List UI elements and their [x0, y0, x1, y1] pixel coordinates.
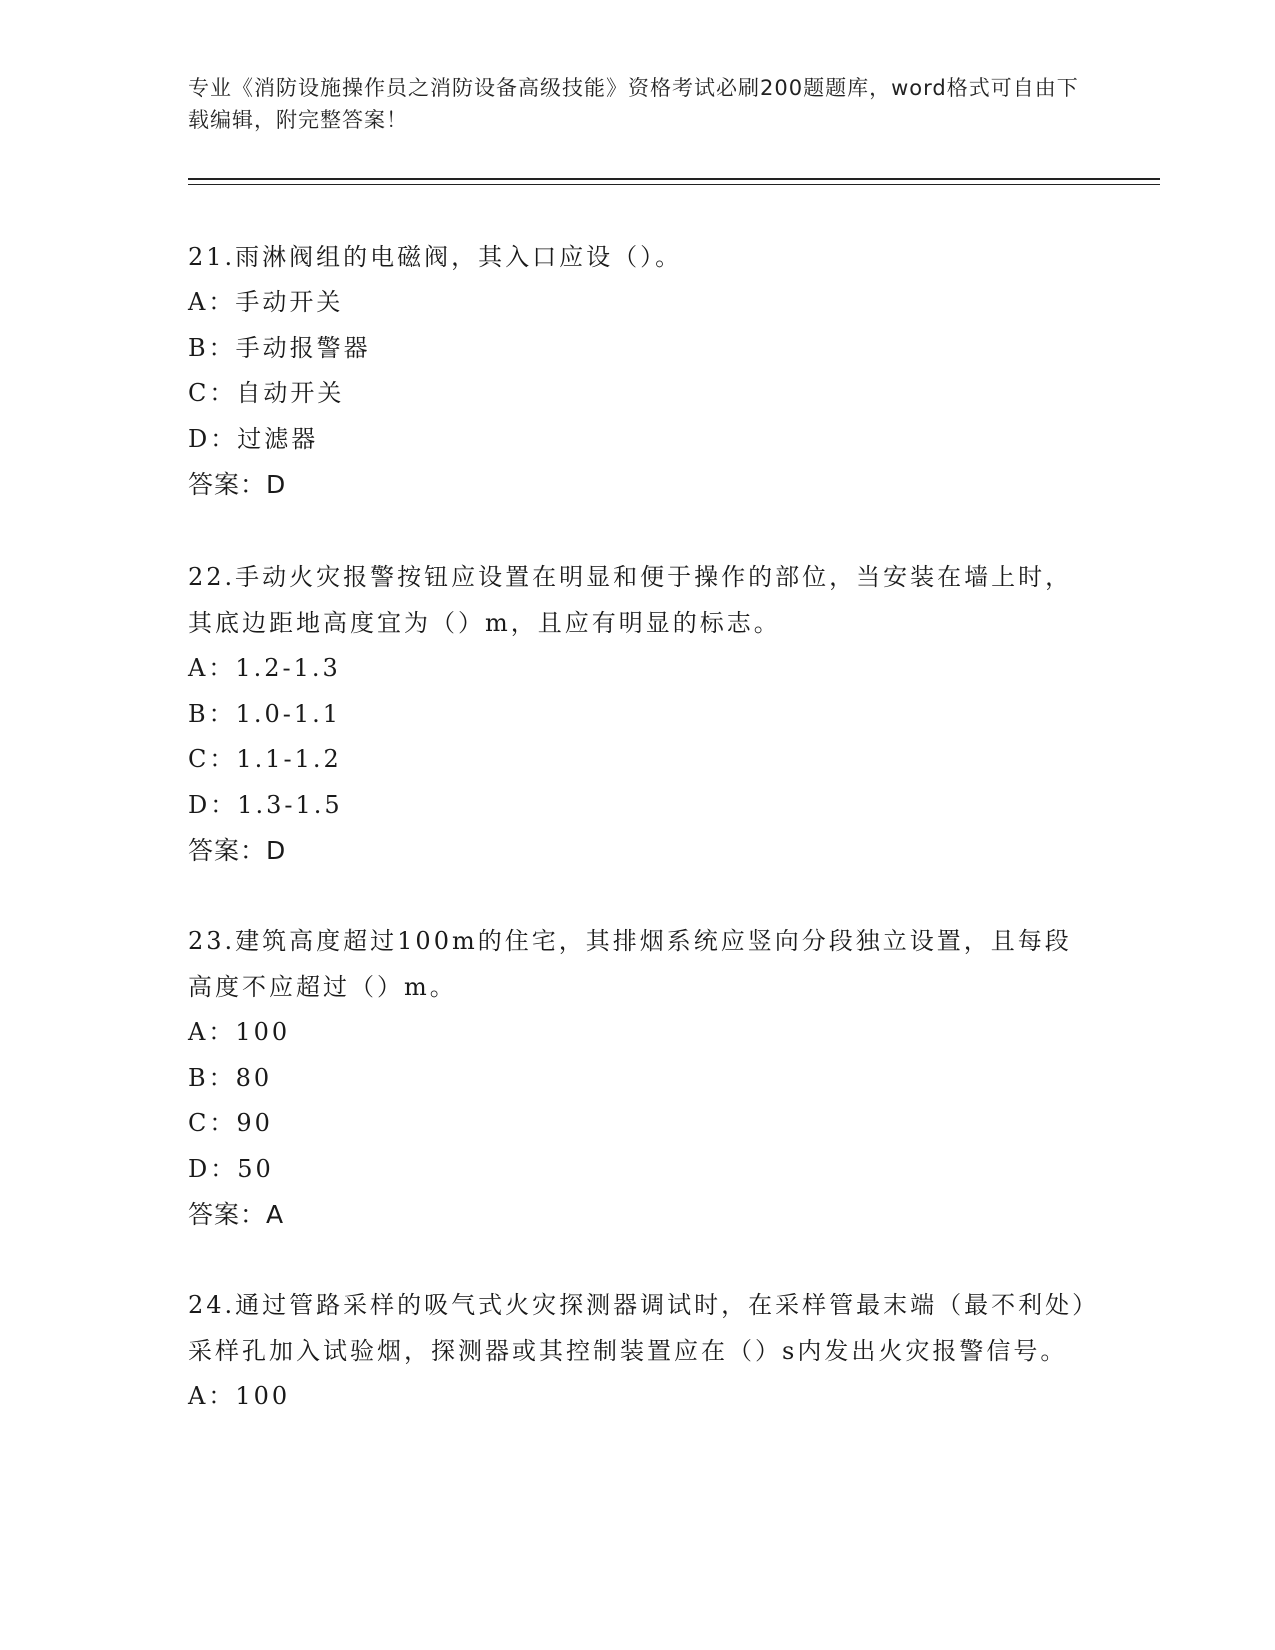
question-21 — [188, 234, 1088, 508]
option-c: C：自动开关 — [188, 379, 345, 407]
option-d: D：50 — [188, 1154, 274, 1183]
option-c: C：1.1-1.2 — [188, 745, 342, 773]
question-stem: 21.雨淋阀组的电磁阀，其入口应设（）。 — [188, 243, 683, 271]
header-divider-thin — [188, 184, 1160, 185]
option-b: B：80 — [188, 1063, 273, 1092]
question-22 — [188, 554, 1088, 874]
option-d: D：过滤器 — [188, 424, 319, 453]
question-stem: 24.通过管路采样的吸气式火灾探测器调试时，在采样管最末端（最不利处）采样孔加入试验烟，探测器或其控制装置应在（）s内发出火灾报警信号。 — [188, 1291, 1088, 1365]
option-c: C：90 — [188, 1109, 273, 1137]
answer-label: 答案：D — [188, 470, 287, 499]
option-a: A：100 — [188, 1382, 291, 1410]
answer-label: 答案：D — [188, 836, 287, 865]
option-d: D：1.3-1.5 — [188, 790, 343, 819]
question-stem: 23.建筑高度超过100m的住宅，其排烟系统应竖向分段独立设置，且每段高度不应超过（）m。 — [188, 927, 1072, 1001]
question-23 — [188, 918, 1088, 1238]
option-a: A：100 — [188, 1018, 291, 1046]
document-header: 专业《消防设施操作员之消防设备高级技能》资格考试必刷200题题库，word格式可自由下载编辑，附完整答案！ — [188, 76, 1079, 132]
question-24 — [188, 1282, 1088, 1420]
option-a: A：手动开关 — [188, 288, 344, 316]
option-a: A：1.2-1.3 — [188, 654, 341, 682]
header-divider-thick — [188, 178, 1160, 180]
option-b: B：手动报警器 — [188, 333, 371, 362]
question-stem: 22.手动火灾报警按钮应设置在明显和便于操作的部位，当安装在墙上时，其底边距地高度宜为（）m，且应有明显的标志。 — [188, 563, 1073, 637]
option-b: B：1.0-1.1 — [188, 699, 342, 728]
answer-label: 答案：A — [188, 1200, 285, 1229]
